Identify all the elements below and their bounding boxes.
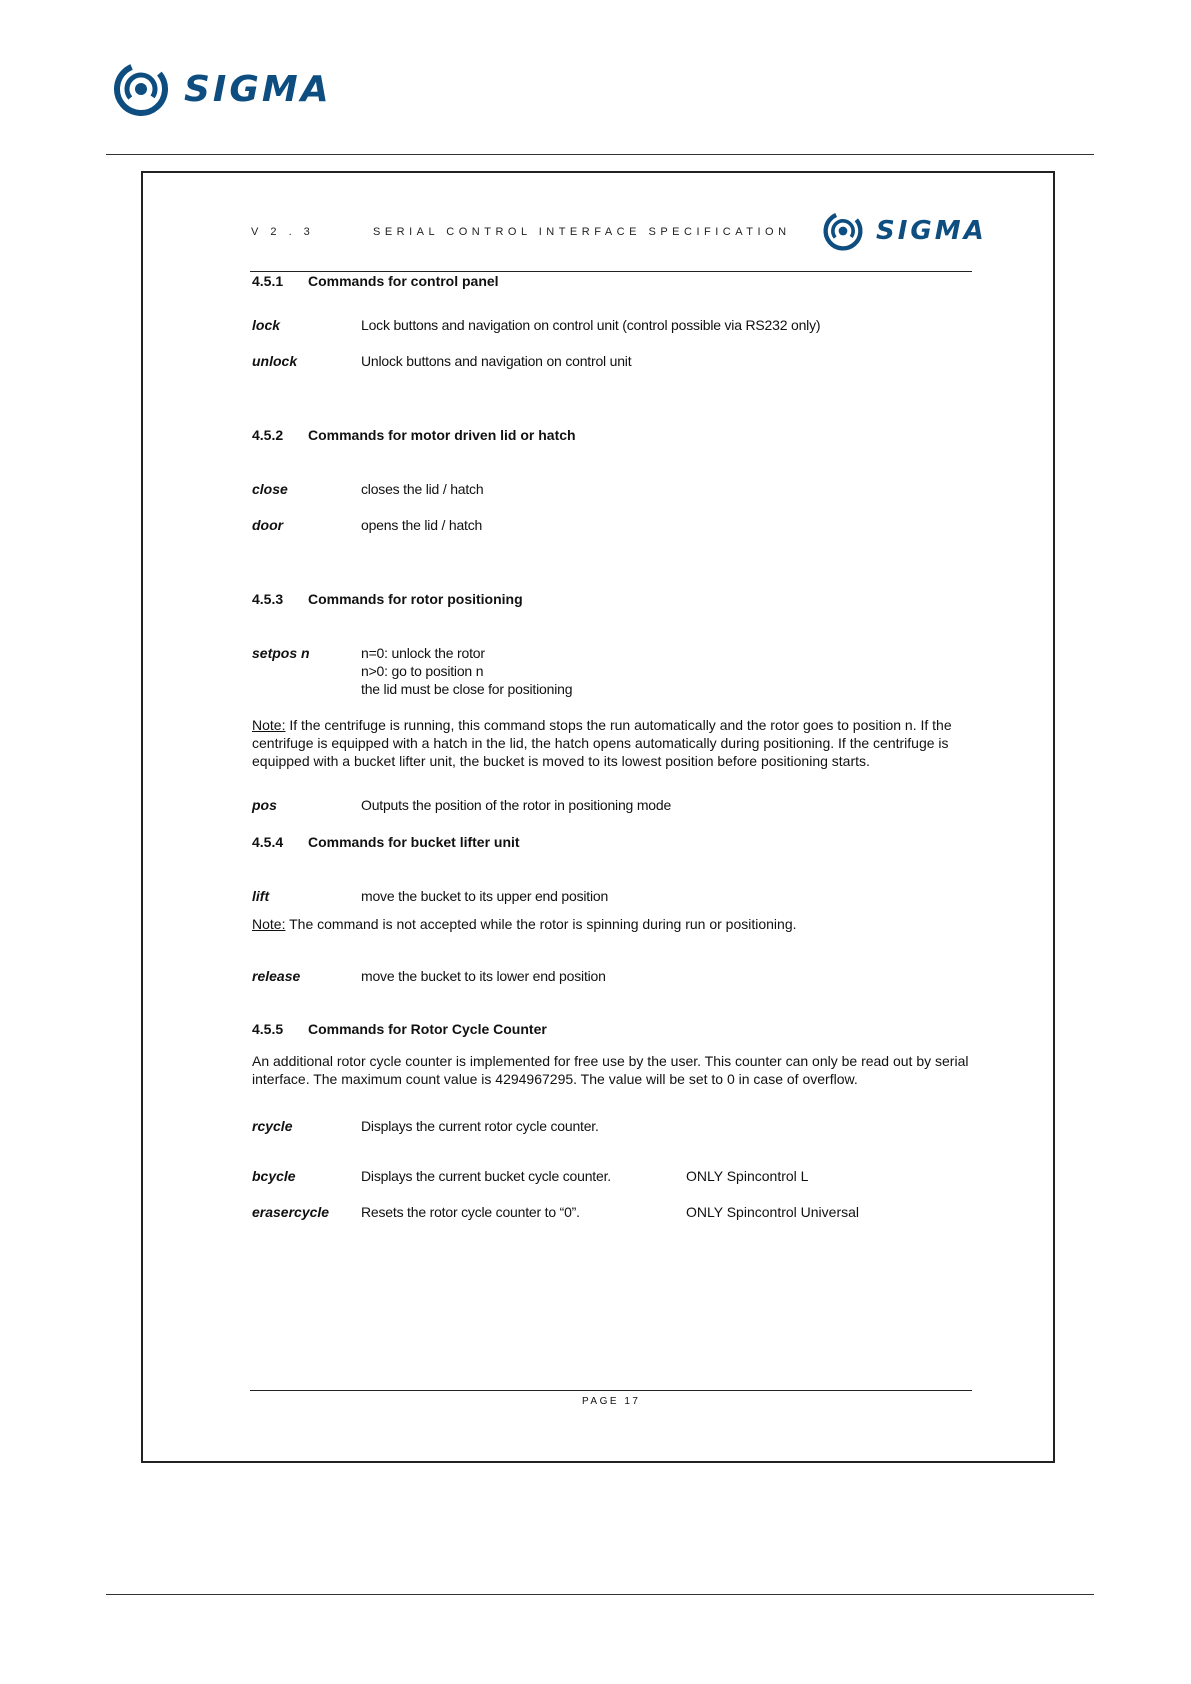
command-name: close (252, 481, 288, 497)
command-description: Displays the current bucket cycle counter. (361, 1168, 611, 1184)
section-title: Commands for motor driven lid or hatch (308, 427, 576, 443)
command-name: lock (252, 317, 281, 333)
sigma-swirl-icon (112, 60, 170, 118)
header-title: SERIAL CONTROL INTERFACE SPECIFICATION (373, 226, 791, 238)
footer-rule (250, 1390, 972, 1391)
command-description: Lock buttons and navigation on control unit (control possible via RS232 only) (361, 317, 821, 333)
note-text: If the centrifuge is running, this command stops the run automatically and the rotor goes to position n. If the centrifuge is equipped with a hatch in the lid, the hatch opens automatically during positioning. If the centrifuge is equipped with a bucket lifter unit, the bucket is moved to its lowest position before positioning starts. (252, 717, 952, 769)
command-name: unlock (252, 353, 298, 369)
model-note: ONLY Spincontrol Universal (686, 1204, 860, 1220)
positioning-note (252, 716, 972, 770)
page-number: PAGE 17 (582, 1396, 641, 1407)
sigma-wordmark: SIGMA (184, 68, 332, 110)
note-label: Note: (252, 916, 286, 932)
section-number: 4.5.1 (252, 273, 284, 289)
bottom-divider (106, 1594, 1094, 1595)
command-name: lift (252, 888, 270, 904)
section-title: Commands for control panel (308, 273, 499, 289)
command-name: bcycle (252, 1168, 296, 1184)
command-description: n>0: go to position n (361, 663, 484, 679)
section-number: 4.5.2 (252, 427, 284, 443)
header-rule (250, 271, 972, 272)
sigma-swirl-icon (822, 210, 864, 252)
header-version: V 2 . 3 (251, 226, 315, 238)
command-description: move the bucket to its lower end position (361, 968, 606, 984)
command-description: Displays the current rotor cycle counter. (361, 1118, 599, 1134)
command-description: the lid must be close for positioning (361, 681, 573, 697)
section-heading (252, 427, 576, 443)
command-description: Outputs the position of the rotor in positioning mode (361, 797, 672, 813)
sigma-logo (112, 60, 332, 118)
section-heading (252, 273, 499, 289)
section-title: Commands for rotor positioning (308, 591, 523, 607)
command-name: door (252, 517, 284, 533)
section-heading (252, 591, 523, 607)
counter-intro: An additional rotor cycle counter is implemented for free use by the user. This counter can only be read out by serial interface. The maximum count value is 4294967295. The value will be set to 0 in case of overflow. (252, 1053, 969, 1087)
section-title: Commands for Rotor Cycle Counter (308, 1021, 547, 1037)
section-heading (252, 834, 520, 850)
section-heading (252, 1021, 547, 1037)
command-name: rcycle (252, 1118, 293, 1134)
section-number: 4.5.3 (252, 591, 284, 607)
note-text: The command is not accepted while the rotor is spinning during run or positioning. (285, 916, 797, 932)
model-note: ONLY Spincontrol L (686, 1168, 809, 1184)
command-description: Resets the rotor cycle counter to “0”. (361, 1204, 580, 1220)
sigma-wordmark: SIGMA (876, 216, 987, 246)
section-number: 4.5.4 (252, 834, 284, 850)
lift-note (252, 915, 972, 933)
note-label: Note: (252, 717, 286, 733)
section-number: 4.5.5 (252, 1021, 284, 1037)
command-name: setpos n (252, 645, 310, 661)
command-description: n=0: unlock the rotor (361, 645, 485, 661)
section-title: Commands for bucket lifter unit (308, 834, 520, 850)
command-description: move the bucket to its upper end position (361, 888, 609, 904)
command-name: release (252, 968, 301, 984)
header-sigma-logo (822, 210, 987, 252)
top-divider (106, 154, 1094, 155)
command-description: Unlock buttons and navigation on control unit (361, 353, 632, 369)
command-name: erasercycle (252, 1204, 330, 1220)
command-description: opens the lid / hatch (361, 517, 483, 533)
command-name: pos (252, 797, 277, 813)
command-description: closes the lid / hatch (361, 481, 484, 497)
